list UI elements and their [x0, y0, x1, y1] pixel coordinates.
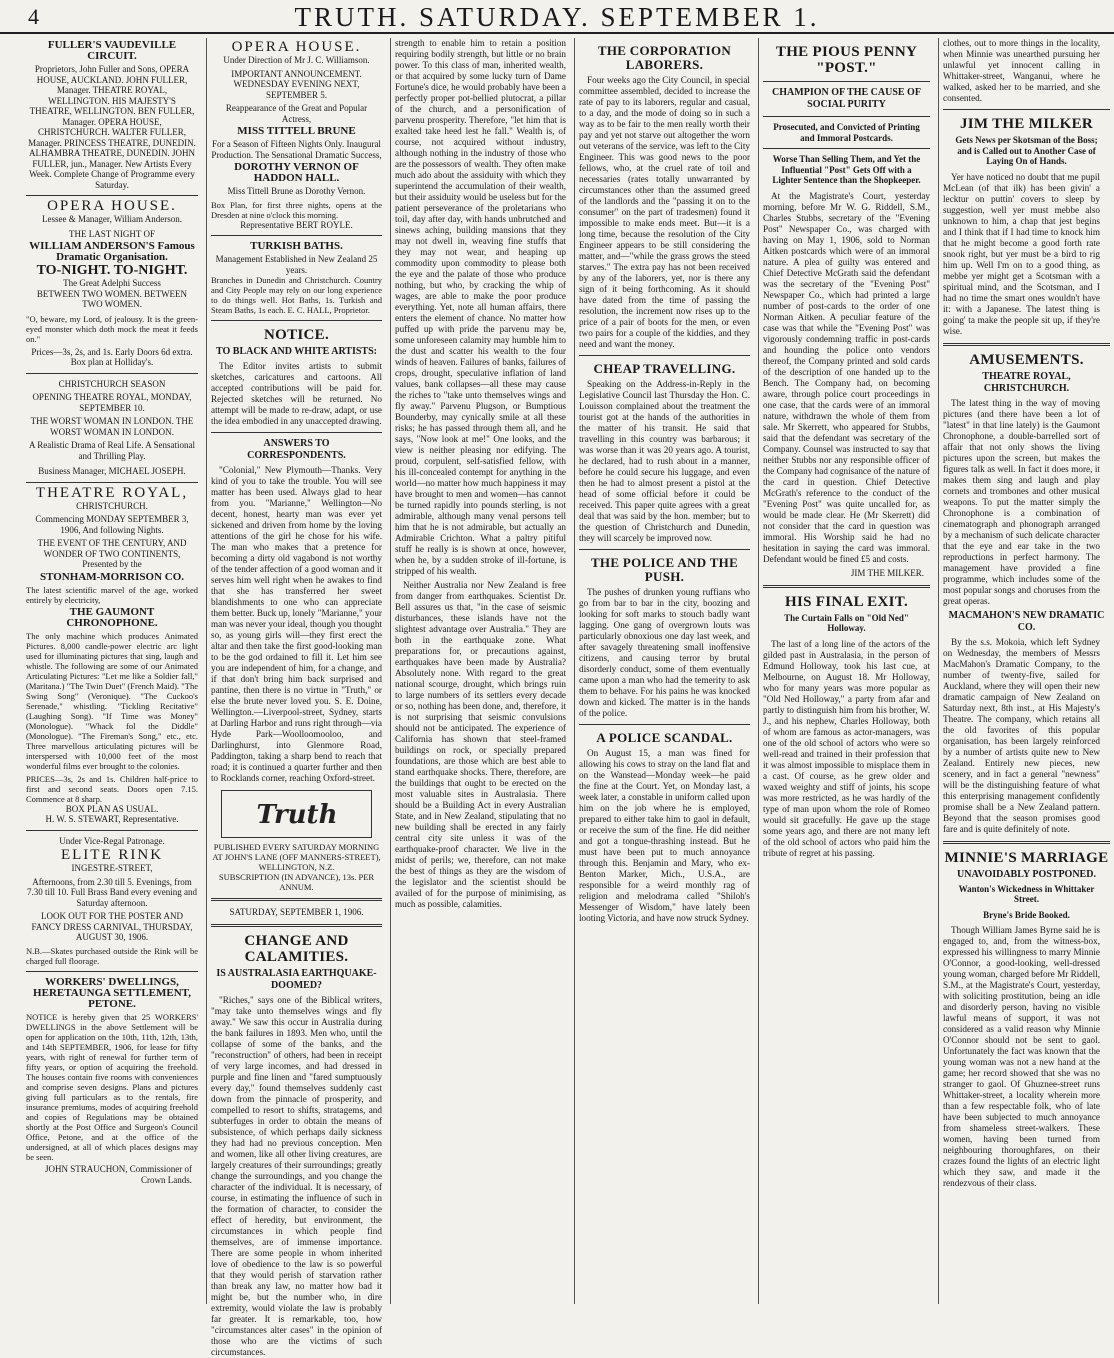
divider	[763, 81, 930, 82]
fuller-heading: FULLER'S VAUDEVILLE CIRCUIT.	[47, 39, 177, 62]
divider	[26, 971, 198, 972]
change-subheading: IS AUSTRALASIA EARTHQUAKE-DOOMED?	[216, 967, 377, 991]
pious-penny-deck: Prosecuted, and Convicted of Printing and Immoral Postcards.	[773, 122, 920, 143]
theatre-royal-city: CHRISTCHURCH.	[76, 500, 148, 511]
divider	[211, 924, 382, 927]
last-night: THE LAST NIGHT OF	[69, 228, 155, 239]
play-title: BETWEEN TWO WOMEN. BETWEEN TWO WOMEN.	[36, 288, 188, 309]
rink-heading: ELITE RINK	[60, 847, 164, 863]
divider	[579, 724, 750, 725]
rink-hours: Afternoons, from 2.30 till 5. Evenings, from 7.30 till 10. Full Brass Band every evening and Saturday afternoon.	[27, 876, 197, 908]
page-number: 4	[28, 4, 39, 29]
theatre-royal-heading: THEATRE ROYAL,	[35, 484, 189, 501]
opera-role: Miss Tittell Brune as Dorothy Vernon.	[227, 186, 366, 196]
baths-text: Branches in Dunedin and Christchurch. Country and City People may rely on our long experience to do things well. Hot Baths, 1s. Turkish and Steam Baths, 1s each. E. C. HALL, Proprietor.	[211, 275, 382, 315]
amusements-subheading: THEATRE ROYAL, CHRISTCHURCH.	[982, 370, 1071, 394]
jim-the-milker-deck: Gets News per Skotsman of the Boss; and is Called out to Another Case of Laying On of Hands.	[955, 135, 1098, 166]
rink-note: N.B.—Skates purchased outside the Rink will be charged full floorage.	[26, 945, 198, 966]
answers-text: "Colonial," New Plymouth—Thanks. Very kind of you to take the trouble. You will see matter has been used. Always glad to hear from you. "Marianne," Wellington—No decent, honest, hearty man was ever yet sickened and driven from home by the loving attentions of the girl he chose for his wife. The man who makes that a pretence for becoming a dirty old vagabond is not worthy of the tender affection of a good woman and it serves him well right when he awakes to find that she has transferred her sweet blandishments to one who can appreciate them better. Buck up, lonely "Marianne," your man was never your ideal, though you thought so, as young girls will—they first erect the altar and then take the first good-looking man to be the god ordained to fill it. Let him see you are independent of him, for a change, and if that don't bring him back surprised and pantine, then there is no virtue in "Truth," or else the brute never loved you. S. E. Doine, Wellington.—Liverpool-street, Sydney, starts at Darling Harbor and runs right through—via Hyde Park—Woolloomooloo, and Darlinghurst, into Glenmore Road, Paddington, taking a sharp bend to reach that road; it is continued a quarter further and then to Rocklands corner, reaching Oxford-street.	[211, 465, 382, 783]
cheap-travelling-text: Speaking on the Address-in-Reply in the Legislative Council last Thursday the Hon. C. Louisson complained about the treatment the tourist got at the hands of the authorities in the matter of his transit. He said that travelling in this country was barbarous; it was worse than it was 20 years ago. A tourist, he declared, had to rush about in a manner, before he could secure his luggage, and even then he had to almost present a pistol at the head of some official before it could be received. This paper quite agrees with a great deal that was said by the hon. member; but to the question of Christchurch and Dunedin, they will scarcely be improved now.	[579, 379, 750, 543]
pious-penny-byline: JIM THE MILKER.	[850, 567, 924, 578]
opera-announcement: IMPORTANT ANNOUNCEMENT. WEDNESDAY EVENING NEXT, SEPTEMBER 5.	[231, 68, 362, 100]
season-manager: Business Manager, MICHAEL JOSEPH.	[38, 466, 186, 476]
subscription-line: SUBSCRIPTION (IN ADVANCE), 13s. PER ANNUM.	[218, 872, 375, 892]
minnie-deck: Wanton's Wickedness in Whittaker Street.	[958, 883, 1095, 904]
answers-heading: ANSWERS TO CORRESPONDENTS.	[247, 438, 346, 461]
truth-logo-text: Truth	[256, 800, 337, 830]
tonight-banner: TO-NIGHT. TO-NIGHT.	[36, 263, 188, 278]
opera-house-ad	[26, 198, 198, 368]
rink-carnival: LOOK OUT FOR THE POSTER AND FANCY DRESS CARNIVAL, THURSDAY, AUGUST 30, 1906.	[31, 911, 193, 942]
opera-representative: Representative BERT ROYLE.	[240, 219, 353, 230]
theatre-royal-event: THE EVENT OF THE CENTURY, AND WONDER OF TWO CONTINENTS, Presented by the	[37, 538, 187, 569]
christchurch-season-ad	[26, 379, 198, 477]
issue-dateline: SATURDAY, SEPTEMBER 1, 1906.	[229, 907, 364, 917]
chronophone-intro: The latest scientific marvel of the age, worked entirely by electricity,	[26, 584, 198, 605]
divider	[763, 585, 930, 588]
opera-house-williamson-ad	[211, 39, 382, 230]
milker-continued-text: clothes, out to more things in the locality, when Minnie was unearthed pursuing her unlawful yet innocent calling in Whittaker-street, Wanganui, where he walked, asked her to be married, and she consented.	[943, 38, 1100, 103]
dwellings-heading: WORKERS' DWELLINGS, HERETAUNGA SETTLEMENT, PETONE.	[33, 975, 191, 1010]
final-exit-heading: HIS FINAL EXIT.	[784, 593, 908, 610]
chronophone-title: THE GAUMONT CHRONOPHONE.	[66, 605, 158, 629]
opera-direction: Under Direction of Mr J. C. Williamson.	[223, 55, 370, 65]
play-intro: The Great Adelphi Success	[63, 278, 161, 288]
chronophone-text: The only machine which produces Animated Pictures. 8,000 candle-power electric arc light used for illuminating pictures that sing, laugh and whistle. The following are some of our Animated Articulating Pictures: "Let me like a Soldier fall," (Maritana.) "The Twin Duet" (French Maid). "The Swing Song" (Veronique). "The Cuckoo's Serenade," whistling. "Tickling Recitative" (Laughing Song). "If Time was Money" (Monologue). "Whack fol the Diddle" (Monologue). "The Fireman's Song," etc., etc. Three marvellous articulating pictures will be interspersed with 10,000 feet of the most wonderful films ever brought to the colonies.	[26, 630, 198, 771]
divider	[211, 235, 382, 236]
rink-street: INGESTRE-STREET,	[71, 863, 153, 873]
column-3	[390, 38, 570, 1304]
elite-rink-ad	[26, 836, 198, 966]
macmahon-text: By the s.s. Mokoia, which left Sydney on Wednesday, the members of Messrs MacMahon's Dramatic Company, to the number of twenty-five, sailed for Auckland, where they will open their new dramatic campaign of New Zealand on Saturday next, 8th inst., at His Majesty's Theatre. The company, which retains all the old favorites of this popular organisation, has been largely reinforced by a number of artists quite new to New Zealand. Entirely new pieces, new scenery, and in fact a general "newness" will be the distinguishing feature of what this enterprising management confidently promise shall be a New Zealand pattern. Beyond that the season promises good fare and is quite definitely of note.	[943, 636, 1100, 834]
fuller-ad	[26, 40, 198, 190]
notice-subheading: TO BLACK AND WHITE ARTISTS:	[216, 346, 377, 357]
season-heading: CHRISTCHURCH SEASON	[58, 378, 166, 389]
notice-heading: NOTICE.	[263, 327, 330, 343]
divider	[26, 373, 198, 374]
dwellings-signature: JOHN STRAUCHON, Commissioner of Crown Lands.	[44, 1163, 192, 1185]
column-2	[206, 38, 386, 1357]
corporation-text: Four weeks ago the City Council, in special committee assembled, decided to increase the rate of pay to its laborers, regular and casual, to a day, and the mode of doing so in such a way as to be fair to the men really worth their pay and yet not starve out altogether the worn out veterans of the service, was left to the City Engineer. This was good news to the poor fellows, who, at the cruel rate of toil and necessaries (rates totally unwarranted by circumstances other than the assumed greed of the landlords and the "passing it on to the consumer" on the part of tradesmen) found it impossible to make ends meet. But—it is a long time, because the resolution of the City Engineer appears to be still considering the matter, and—"while the grass grows the steed starves." The extra pay has not been received by any of the laborers, yet, nor is there any sign of it being forthcoming. As it should have dated from the time of passing the resolution, the increment now rises up to the price of a pair of boots for the men, or even two pairs for a couple of the kiddies, and they need and want the money.	[579, 75, 750, 349]
truth-logo	[221, 790, 372, 838]
divider	[943, 109, 1110, 110]
amusements-text: The latest thing in the way of moving pictures (and there have been a lot of "latest" in that line lately) is the Gaumont Chronophone, a double-barrelled sort of affair that not only shows the living pictures upon the screen, but makes the figures talk as well. In fact it does more, it makes them sing and laugh and play cornets and trombones and other musical weapons. To put the matter simply the Chronophone is a combination of cinematograph and phonograph arranged by a mechanism of such delicate character that the eye and ear take in the two reproductions in perfect harmony. The management have provided a fine programme, which includes some of the most popular songs and choruses from the great operas.	[943, 397, 1100, 606]
baths-heading: TURKISH BATHS.	[250, 240, 343, 252]
pious-penny-text: At the Magistrate's Court, yesterday morning, before Mr W. G. Riddell, S.M., Charles Stubbs, secretary of the "Evening Post" Newspaper Co., was charged with having on May 1, 1906, sold to Norman Aitken postcards which were of an immoral nature. A plea of guilty was entered and Chief Detective McGrath said the defendant was the secretary of the "Evening Post" Newspaper Co., which had printed a large number of post-cards to the order of one Norman Aitken. A peculiar feature of the case was that while the "Evening Post" was vigorously condemning traffic in post-cards and hounding the police onto vendors thereof, the Company printed and sold cards of the description of one handed up to the Bench. The Company had, on becoming aware, through police court proceedings in one case, that the cards were of an immoral nature, withdrawn the whole of them from sale. Mr Skerrett, who appeared for Stubbs, said that the defendant was secretary of the Company. Counsel was instructed to say that neither Stubbs nor any responsible officer of the Company had cognisance of the nature of the card in question. Chief Detective McGrath's reference to the conduct of the "Evening Post" was quite uncalled for, as would be made clear. He (Mr Skerrett) did not consider that the card in question was immoral. His Worship said he had no hesitation in saying the card was immoral. Defendant would be fined £5 and costs.	[763, 190, 930, 564]
season-opening: OPENING THEATRE ROYAL, MONDAY, SEPTEMBER 10.	[32, 392, 192, 413]
play-quote: "O, beware, my Lord, of jealousy. It is the green-eyed monster which doth mock the meat it feeds on."	[26, 313, 198, 344]
divider	[943, 841, 1110, 844]
opera-play: DOROTHY VERNON OF HADDON HALL.	[234, 161, 359, 184]
newspaper-title: TRUTH. SATURDAY. SEPTEMBER 1.	[294, 2, 820, 32]
minnie-heading: MINNIE'S MARRIAGE	[944, 849, 1109, 866]
opera-actress: MISS TITTELL BRUNE	[237, 125, 356, 137]
jim-the-milker-heading: JIM THE MILKER	[959, 116, 1094, 132]
chronophone-prices: PRICES—3s, 2s and 1s. Children half-price to first and second seats. Doors open 7.15. Commence at 8 sharp.	[26, 773, 198, 804]
amusements-heading: AMUSEMENTS.	[969, 351, 1084, 368]
season-play: THE WORST WOMAN IN LONDON. THE WORST WOMAN IN LONDON.	[30, 416, 194, 437]
police-scandal-text: On August 15, a man was fined for allowing his cows to stray on the land flat and on the Wanstead—Monday week—he paid the fine at the Court. Yet, on Monday last, a week later, a constable in uniform called upon him on the job where he is employed, prepared to either take him to gaol in default, or receive the sum of the fine. He did neither and got a tongue-thrashing instead. But he must have been put to much annoyance through this. Benjamin and Mary, who ex-Benton Marker, Mich., U.S.A., are responsible for a weird monthly rag of religion and melodrama called "Shiloh's Messenger of Wisdom," have lately been looting Victoria, and have now struck Sydney.	[579, 748, 750, 923]
pious-penny-subheading: CHAMPION OF THE CAUSE OF SOCIAL PURITY	[772, 87, 921, 110]
divider	[211, 320, 382, 321]
pious-penny-deck-2: Worse Than Selling Them, and Yet the Influential "Post" Gets Off with a Lighter Sentence than the Shopkeeper.	[772, 154, 921, 185]
opera-house-heading: OPERA HOUSE.	[47, 198, 177, 214]
column-4	[574, 38, 754, 1304]
masthead	[0, 0, 1114, 34]
company-name: WILLIAM ANDERSON'S Famous Dramatic Organisation.	[29, 240, 195, 263]
chronophone-box-plan: BOX PLAN AS USUAL.	[65, 803, 159, 814]
divider	[211, 432, 382, 433]
divider	[26, 195, 198, 196]
change-text: "Riches," says one of the Biblical writers, "may take unto themselves wings and fly away." We saw this occur in Australia during the bank failures in 1893. Men who, until the collapse of some of the banks, and the "reconstruction" of others, had been in receipt of very large incomes, and had dressed in purple and fine linen and "fared sumptuously every day," found themselves suddenly cast down from the pinnacle of prosperity, and compelled to resort to shifts, stratagems, and subterfuges in order to obtain the means of subsistence, of which perhaps daily sickness they had had no previous conception. Men and women, like all other living creatures, are largely creatures of their surroundings; greatly change the surroundings, and you change the character of the individual. It is necessary, of course, in estimating the influence of such in the formation of character, to consider the effect of heredity, but environment, the circumstances in which people find themselves, are of immense importance. There are some people in whom inherited love of obedience to the law is so powerful that they would perish of starvation rather than break any law, no matter how bad it might be, but the number who, in dire extremity, would violate the law is probably far greater. It is remarkable, too, how "circumstances alter cases" in the opinion of those who are the victims of such circumstances.	[211, 994, 382, 1357]
column-6	[938, 38, 1114, 1304]
opera-box-plan: Box Plan, for first three nights, opens at the Dresden at nine o'clock this morning.	[211, 199, 382, 220]
dwellings-text: NOTICE is hereby given that 25 WORKERS' DWELLINGS in the above Settlement will be open for application on the 10th, 11th, 12th, 13th, and 14th SEPTEMBER, 1906, for lease for fifty years, with right of renewal for further term of fifty years, or option of acquiring the freehold. The houses contain five rooms with conveniences and comprise seven designs. Plans and pictures giving full particulars as to the rentals, fire insurance premiums, modes of acquiring freehold and copies of Regulations may be obtained shortly at the Post Office and Surgeon's Council Office, Petone, and at the office of the undersigned, at all of which places designs may be seen.	[26, 1011, 198, 1162]
theatre-royal-dates: Commencing MONDAY SEPTEMBER 3, 1906, And following Nights.	[35, 514, 189, 535]
divider	[26, 482, 198, 483]
rink-patronage: Under Vice-Regal Patronage.	[59, 835, 165, 846]
corporation-heading: THE CORPORATION LABORERS.	[597, 43, 732, 72]
column-5	[758, 38, 934, 1304]
divider	[211, 898, 382, 901]
truth-logo-script	[237, 795, 357, 833]
police-scandal-heading: A POLICE SCANDAL.	[596, 730, 733, 745]
police-push-text: The pushes of drunken young ruffians who go from bar to bar in the city, boozing and looking for soft marks to stouch badly want lagging. One gang of overgrown louts was particularly obnoxious one day last week, and after savagely threatening small inoffensive citizens, and causing terror by brutal disorderly conduct, some of them eventually came upon a man who had the temerity to ask them to behave. For his pains he was knocked down and kicked. The matter is in the hands of the police.	[579, 587, 750, 718]
publisher-line: PUBLISHED EVERY SATURDAY MORNING AT JOHN'S LANE (OFF MANNERS-STREET), WELLINGTON, N.Z.	[212, 842, 381, 872]
fuller-text: Proprietors, John Fuller and Sons, OPERA HOUSE, AUCKLAND. JOHN FULLER, Manager. THEATRE ROYAL, WELLINGTON. HIS MAJESTY'S THEATRE, WELLINGTON. BEN FULLER, Manager. OPERA HOUSE, CHRISTCHURCH. WALTER FULLER, Manager. PRINCESS THEATRE, DUNEDIN. ALHAMBRA THEATRE, DUNEDIN. JOHN FULLER, jun., Manager. New Artists Every Week. Complete Change of Programme every Saturday.	[28, 64, 196, 190]
divider	[763, 116, 930, 117]
final-exit-subheading: The Curtain Falls on "Old Ned" Holloway.	[784, 612, 909, 633]
season-description: A Realistic Drama of Real Life. A Sensational and Thrilling Play.	[29, 440, 195, 461]
turkish-baths-ad	[211, 241, 382, 315]
opera-house-manager: Lessee & Manager, William Anderson.	[41, 214, 183, 224]
article-continued-text: strength to enable him to retain a position requiring bodily strength, but little or no brain power. To this class of man, inherited wealth, or that acquired by some lucky turn of Dame Fortune's dice, he would probably have been a perfectly proper pot-bellied plutocrat, a pillar of the church, and a personification of parvenu prosperity. Therefore, "let him that is exalted take heed lest he fall." Wealth is, of course, not acquired without industry, although nothing in the industry of those who are the possessors of wealth. They often make much ado about the assiduity with which they superintend the accumulation of their wealth, but their assiduity would be useless but for the patient perseverance of the proletarians who toil, day after day, with hands unbrutched and sinews aching, building mansions that they may not dwell in, weaving fine stuffs that they may not wear, and heaping up commodity upon commodity to please both the eye and the palate of those who produce nothing, but who, by cracking the whip of wages, are able to make the poor produce everything. Yet, note all human affairs, there enters the element of chance. No matter how puffed up with pride the parvenu may be, some unforeseen calamity may humble him to the dust and scatter his wealth to the four winds of heaven. Failures of banks, failures of crops, drought, speculative inflation of land values, bank collapses—all these may cause the riches to "take unto themselves wings and fly away." Parvenu Plugson, or Bumptious Bounderby, may cynically smile at all these risks; he has passed through them all, and he says, "Now look at me!" One looks, and the view is neither pleasing nor edifying. The proud, corpulent, self-satisfied fellow, with his ill-concealed contempt for anything in the world—no matter how much happiness it may have brought to men and women—has cannot be turned rapidly into pounds sterling, is not admirable, although many venal persons tell him that he is not admirable, but actually an Admirable Crichton. What a paltry pitiful stuff he really is is shown at once, however, when he, by a sudden stroke of ill-fortune, is stripped of his wealth.	[395, 38, 566, 576]
baths-subheading: Management Established in New Zealand 25 years.	[215, 254, 378, 275]
change-heading: CHANGE AND CALAMITIES.	[244, 932, 349, 965]
stoneham-company: STONHAM-MORRISON CO.	[39, 570, 185, 583]
column-1	[22, 38, 202, 1304]
notice-text: The Editor invites artists to submit sketches, caricatures and cartoons. All accepted contributions will be paid for. Rejected sketches will be returned. No attempt will be made to re-draw, adapt, or use the idea embodied in any unaccepted drawing.	[211, 361, 382, 426]
divider	[579, 355, 750, 356]
minnie-deck-2: Bryne's Bride Booked.	[983, 909, 1070, 920]
police-push-heading: THE POLICE AND THE PUSH.	[590, 555, 739, 584]
opera-season: For a Season of Fifteen Nights Only. Inaugural Production. The Sensational Dramatic Success,	[211, 139, 382, 160]
final-exit-text: The last of a long line of the actors of the gilded past in Australasia, in the person of Edmund Holloway, took his last cue, at Melbourne, on August 18. Mr Holloway, who for many years was more popular as "Old Ned Holloway," a party from afar and partly to distinguish him from his brother, W. J., and his nephew, Charles Holloway, both of whom are famous as actor-managers, was one of the old school of actors who were so well-read and trained in their profession that it was almost impossible to misplace them in a cast. Of course, as he grew older and waxed weighty and stiff of joints, his scope was more restricted, as he was hardly of the type of man upon whom the role of Romeo would sit gracefully. He gave up the stage some years ago, and there are not many left of the old school of actors who paid him the tribute of regret at his passing.	[763, 638, 930, 858]
divider	[763, 148, 930, 149]
divider	[579, 549, 750, 550]
cheap-travelling-heading: CHEAP TRAVELLING.	[593, 361, 736, 376]
divider	[26, 830, 198, 831]
opera-heading: OPERA HOUSE.	[231, 39, 362, 55]
macmahon-heading: MACMAHON'S NEW DRAMATIC CO.	[948, 609, 1105, 633]
pious-penny-heading: THE PIOUS PENNY "POST."	[775, 44, 918, 76]
play-prices: Prices—3s, 2s, and 1s. Early Doors 6d extra. Box plan at Holliday's.	[31, 346, 193, 367]
opera-reappearance: Reappearance of the Great and Popular Actress,	[225, 103, 368, 124]
minnie-text: Though William James Byrne said he is engaged to, and, from the witness-box, expressed his willingness to marry Minnie O'Connor, a good-looking, well-dressed young woman, charged before Mr Riddell, S.M., at the Magistrate's Court, yesterday, with soliciting prostitution, being an idle and disorderly person, having no visible lawful means of support, it was not considered as a valid reason why Minnie O'Connor should not be sent to gaol. Unfortunately the fact was known that the young woman was not a new hand at the game; her record showed that she was no stranger to gaol. Of Ghuznee-street runs Whittaker-street, a locality wherein more than a few respectable folk, who of late have been subjected to much annoyance from shameless street-walkers. These women, having been turned from neighbouring thoroughfares, on their crazes found the lights of an electric light which they saw, and made it the rendezvous of their class.	[943, 925, 1100, 1188]
workers-dwellings-ad	[26, 977, 198, 1186]
article-earthquake-text: Neither Australia nor New Zealand is free from danger from earthquakes. Scientist Dr. Bell assures us that, "in the case of seismic disturbances, these islands have not the slightest advantage over Australia." They are both in the earthquake zone. What preparations for, or precautions against, earthquakes have been made by Australia? Absolutely none. With regard to the great national scourge, drought, which brings ruin to large numbers of its settlers every decade or so, nothing has been done, and, therefore, it is not surprising that seismic convulsions should not be anticipated. The experience of California has shown that steel-framed buildings on rock, or specially prepared foundations, are those which are best able to stand earthquake shocks. There, therefore, are the buildings that ought to be erected on the most valuable sites in Australasia. There should be a Building Act in every Australian State, and in New Zealand, stipulating that no new building shall be erected in any fairly central city site unless it was of the earthquake-proof character. We live in the midst of perils; we, therefore, can not make the best of things as they are the wisdom of the legislator and the scientist should be availed of for the purpose of minimising, as much as possible, calamities.	[395, 580, 566, 909]
chronophone-representative: H. W. S. STEWART, Representative.	[45, 814, 179, 824]
minnie-subheading: UNAVOIDABLY POSTPONED.	[957, 868, 1096, 880]
divider	[943, 343, 1110, 346]
jim-the-milker-text: Yer have noticed no doubt that me pupil McLean (of that ilk) has been givin' a lecktur on puttin' covers to sleep by suggestion, well yer must mebbe also unknown to him, a chap that jest begins and I think that if I had time to knock him that he might become a good forth rate snook right, but yer must be a bird to rig him up. Well I'm on to a good thing, as mebbe yer might get a Scotsman with a spiritual mind, and the Scotsman, and I had no time the smart ones wouldn't have it: with a Japanese. The latest thing is going' ta make the people sit up, if they're wise.	[943, 171, 1100, 336]
theatre-royal-ad	[26, 484, 198, 825]
